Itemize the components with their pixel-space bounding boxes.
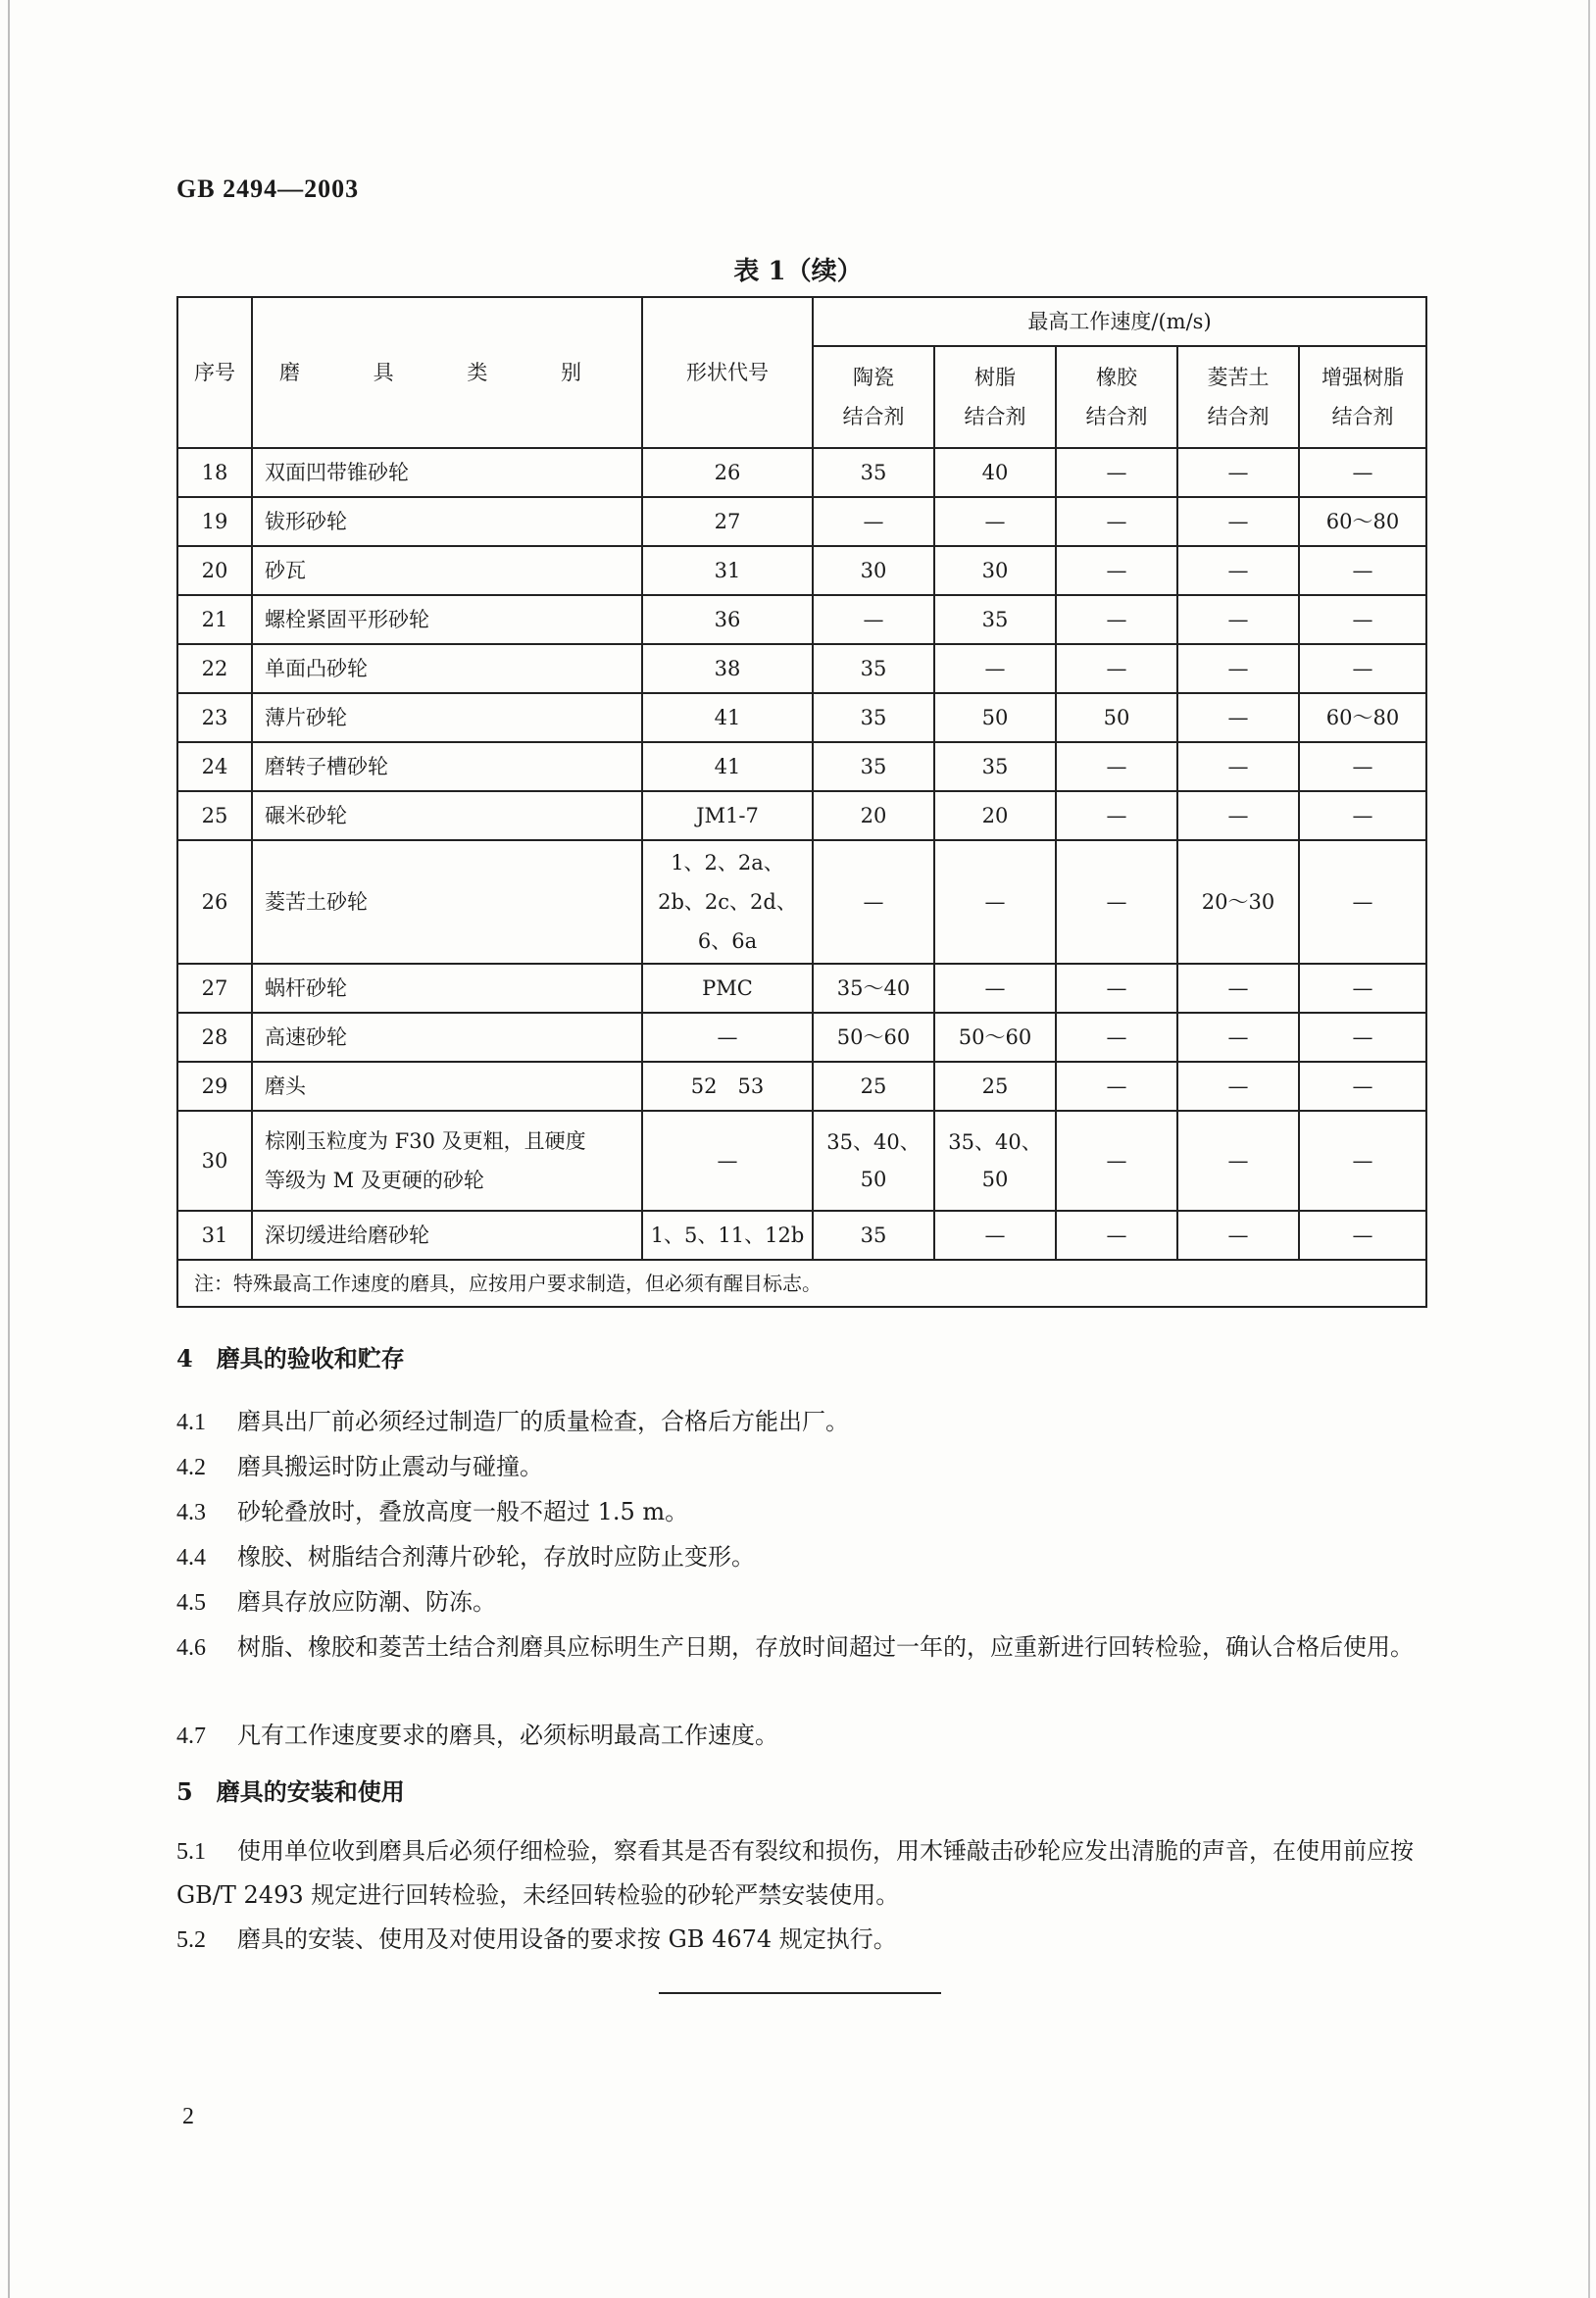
cell-speed-vitrified: 30 <box>813 546 934 595</box>
clause-5-2 <box>176 1918 1431 1962</box>
cell-speed-reinforced-resin: — <box>1299 448 1426 497</box>
clause-5-1 <box>176 1829 1431 1917</box>
clause-4-2 <box>176 1445 1431 1489</box>
cell-speed-vitrified: 35 <box>813 644 934 693</box>
cell-speed-vitrified: 35、40、50 <box>813 1111 934 1211</box>
cell-speed-reinforced-resin: — <box>1299 1111 1426 1211</box>
table-row <box>177 693 1426 742</box>
cell-speed-resin: 35 <box>934 742 1056 791</box>
cell-speed-vitrified: 35 <box>813 1211 934 1260</box>
cell-speed-vitrified: 35 <box>813 448 934 497</box>
cell-speed-resin: 40 <box>934 448 1056 497</box>
table-row <box>177 1211 1426 1260</box>
cell-seq: 30 <box>177 1111 252 1211</box>
cell-shape: 41 <box>642 742 813 791</box>
table-title: 表 1（续） <box>733 257 863 286</box>
cell-speed-resin: 30 <box>934 546 1056 595</box>
cell-speed-magnesia: — <box>1177 448 1299 497</box>
cell-speed-reinforced-resin: — <box>1299 1013 1426 1062</box>
scan-edge-right <box>1588 0 1590 2298</box>
cell-name: 碾米砂轮 <box>252 791 642 840</box>
table-row <box>177 546 1426 595</box>
table-row <box>177 644 1426 693</box>
cell-speed-magnesia: — <box>1177 964 1299 1013</box>
header-bond-rubber: 橡胶 结合剂 <box>1056 346 1177 448</box>
cell-seq: 18 <box>177 448 252 497</box>
cell-name: 深切缓进给磨砂轮 <box>252 1211 642 1260</box>
cell-shape: — <box>642 1111 813 1211</box>
cell-speed-rubber: — <box>1056 964 1177 1013</box>
header-category <box>252 297 642 448</box>
cell-speed-magnesia: — <box>1177 1013 1299 1062</box>
table-note: 注：特殊最高工作速度的磨具，应按用户要求制造，但必须有醒目标志。 <box>177 1260 1426 1307</box>
clause-4-7 <box>176 1714 1431 1758</box>
cell-shape: 52 53 <box>642 1062 813 1111</box>
cell-speed-resin: 35 <box>934 595 1056 644</box>
clause-number: 5.1 <box>176 1839 206 1865</box>
standard-code: GB 2494—2003 <box>176 175 360 203</box>
cell-speed-reinforced-resin: — <box>1299 1062 1426 1111</box>
clause-number: 4.1 <box>176 1410 206 1435</box>
cell-shape: — <box>642 1013 813 1062</box>
header-bond-reinforced-resin: 增强树脂 结合剂 <box>1299 346 1426 448</box>
cell-speed-resin: 25 <box>934 1062 1056 1111</box>
cell-speed-reinforced-resin: — <box>1299 644 1426 693</box>
cell-speed-magnesia: — <box>1177 1111 1299 1211</box>
table-row <box>177 964 1426 1013</box>
clause-text: 磨具的安装、使用及对使用设备的要求按 GB 4674 规定执行。 <box>237 1925 897 1953</box>
cell-speed-rubber: — <box>1056 791 1177 840</box>
clause-4-1 <box>176 1400 1431 1444</box>
table-row <box>177 497 1426 546</box>
cell-name: 磨转子槽砂轮 <box>252 742 642 791</box>
cell-speed-rubber: — <box>1056 546 1177 595</box>
cell-speed-vitrified: 50～60 <box>813 1013 934 1062</box>
cell-speed-vitrified: 25 <box>813 1062 934 1111</box>
clause-number: 4.4 <box>176 1545 206 1571</box>
cell-speed-magnesia: — <box>1177 595 1299 644</box>
cell-speed-magnesia: — <box>1177 497 1299 546</box>
cell-speed-magnesia: — <box>1177 644 1299 693</box>
cell-seq: 28 <box>177 1013 252 1062</box>
cell-shape: PMC <box>642 964 813 1013</box>
cell-speed-resin: 50 <box>934 693 1056 742</box>
cell-shape: 38 <box>642 644 813 693</box>
cell-name: 高速砂轮 <box>252 1013 642 1062</box>
cell-name: 双面凹带锥砂轮 <box>252 448 642 497</box>
cell-shape: 31 <box>642 546 813 595</box>
cell-speed-resin: — <box>934 964 1056 1013</box>
header-speed-group: 最高工作速度/(m/s) <box>813 297 1426 346</box>
clause-text: 树脂、橡胶和菱苦土结合剂磨具应标明生产日期，存放时间超过一年的，应重新进行回转检验，确认合格后使用。 <box>237 1633 1414 1661</box>
section-5-title: 5 磨具的安装和使用 <box>176 1777 405 1806</box>
table-row <box>177 1013 1426 1062</box>
cell-speed-rubber: — <box>1056 448 1177 497</box>
cell-speed-rubber: — <box>1056 1062 1177 1111</box>
clause-4-5 <box>176 1580 1431 1624</box>
cell-speed-rubber: — <box>1056 1111 1177 1211</box>
cell-speed-vitrified: 20 <box>813 791 934 840</box>
table-row <box>177 448 1426 497</box>
header-seq: 序号 <box>177 297 252 448</box>
clause-number: 4.5 <box>176 1590 206 1616</box>
end-divider <box>659 1992 941 1994</box>
cell-seq: 19 <box>177 497 252 546</box>
cell-seq: 23 <box>177 693 252 742</box>
cell-speed-resin: — <box>934 840 1056 964</box>
cell-speed-resin: — <box>934 644 1056 693</box>
cell-name: 蜗杆砂轮 <box>252 964 642 1013</box>
cell-speed-magnesia: — <box>1177 742 1299 791</box>
cell-name: 螺栓紧固平形砂轮 <box>252 595 642 644</box>
clause-text: 砂轮叠放时，叠放高度一般不超过 1.5 m。 <box>237 1498 689 1525</box>
cell-seq: 27 <box>177 964 252 1013</box>
cell-speed-vitrified: — <box>813 497 934 546</box>
table-row <box>177 742 1426 791</box>
cell-shape: JM1-7 <box>642 791 813 840</box>
cell-speed-rubber: — <box>1056 497 1177 546</box>
cell-speed-rubber: — <box>1056 1211 1177 1260</box>
cell-speed-magnesia: — <box>1177 791 1299 840</box>
table-row <box>177 791 1426 840</box>
cell-seq: 29 <box>177 1062 252 1111</box>
clause-text: 磨具存放应防潮、防冻。 <box>237 1588 496 1616</box>
table-row <box>177 595 1426 644</box>
cell-seq: 20 <box>177 546 252 595</box>
header-shape: 形状代号 <box>642 297 813 448</box>
cell-speed-rubber: — <box>1056 840 1177 964</box>
cell-speed-vitrified: 35 <box>813 742 934 791</box>
cell-speed-reinforced-resin: — <box>1299 595 1426 644</box>
cell-speed-reinforced-resin: 60～80 <box>1299 693 1426 742</box>
cell-seq: 22 <box>177 644 252 693</box>
cell-speed-vitrified: — <box>813 595 934 644</box>
table-body <box>177 448 1426 1260</box>
clause-4-3 <box>176 1490 1431 1534</box>
speed-table <box>176 296 1427 1308</box>
clause-text: 磨具出厂前必须经过制造厂的质量检查，合格后方能出厂。 <box>237 1408 849 1435</box>
cell-name: 磨头 <box>252 1062 642 1111</box>
cell-name: 砂瓦 <box>252 546 642 595</box>
clause-4-4 <box>176 1535 1431 1579</box>
cell-shape: 1、5、11、12b <box>642 1211 813 1260</box>
cell-speed-rubber: — <box>1056 1013 1177 1062</box>
cell-shape: 41 <box>642 693 813 742</box>
cell-seq: 31 <box>177 1211 252 1260</box>
cell-name: 棕刚玉粒度为 F30 及更粗，且硬度 等级为 M 及更硬的砂轮 <box>252 1111 642 1211</box>
cell-speed-magnesia: — <box>1177 1211 1299 1260</box>
clause-4-6 <box>176 1625 1431 1670</box>
header-category-label: 磨 具 类 别 <box>278 361 616 384</box>
page-number: 2 <box>182 2104 194 2129</box>
clause-number: 4.2 <box>176 1455 206 1480</box>
cell-speed-magnesia: — <box>1177 1062 1299 1111</box>
cell-seq: 26 <box>177 840 252 964</box>
cell-speed-resin: 35、40、50 <box>934 1111 1056 1211</box>
cell-shape: 1、2、2a、 2b、2c、2d、 6、6a <box>642 840 813 964</box>
cell-name: 单面凸砂轮 <box>252 644 642 693</box>
cell-seq: 24 <box>177 742 252 791</box>
cell-shape: 26 <box>642 448 813 497</box>
cell-speed-reinforced-resin: — <box>1299 742 1426 791</box>
cell-speed-magnesia: — <box>1177 693 1299 742</box>
clause-number: 4.7 <box>176 1724 206 1749</box>
header-bond-resin: 树脂 结合剂 <box>934 346 1056 448</box>
cell-speed-vitrified: 35～40 <box>813 964 934 1013</box>
cell-shape: 27 <box>642 497 813 546</box>
cell-speed-rubber: — <box>1056 644 1177 693</box>
clause-text: 橡胶、树脂结合剂薄片砂轮，存放时应防止变形。 <box>237 1543 755 1571</box>
clause-number: 4.6 <box>176 1635 206 1661</box>
table-row <box>177 1111 1426 1211</box>
cell-speed-reinforced-resin: — <box>1299 840 1426 964</box>
cell-speed-resin: 50～60 <box>934 1013 1056 1062</box>
clause-number: 4.3 <box>176 1500 206 1525</box>
cell-name: 钹形砂轮 <box>252 497 642 546</box>
cell-seq: 25 <box>177 791 252 840</box>
cell-speed-reinforced-resin: — <box>1299 546 1426 595</box>
section-4-title: 4 磨具的验收和贮存 <box>176 1344 405 1373</box>
scan-edge-left <box>8 0 10 2298</box>
cell-shape: 36 <box>642 595 813 644</box>
header-bond-vitrified: 陶瓷 结合剂 <box>813 346 934 448</box>
cell-speed-magnesia: 20～30 <box>1177 840 1299 964</box>
header-bond-magnesia: 菱苦土 结合剂 <box>1177 346 1299 448</box>
cell-speed-rubber: — <box>1056 595 1177 644</box>
cell-speed-vitrified: — <box>813 840 934 964</box>
cell-speed-reinforced-resin: — <box>1299 791 1426 840</box>
cell-speed-rubber: 50 <box>1056 693 1177 742</box>
clause-text: 使用单位收到磨具后必须仔细检验，察看其是否有裂纹和损伤，用木锤敲击砂轮应发出清脆的声音，在使用前应按 GB/T 2493 规定进行回转检验，未经回转检验的砂轮严禁安装使用。 <box>176 1837 1414 1909</box>
cell-speed-rubber: — <box>1056 742 1177 791</box>
cell-speed-reinforced-resin: — <box>1299 1211 1426 1260</box>
clause-text: 凡有工作速度要求的磨具，必须标明最高工作速度。 <box>237 1722 778 1749</box>
cell-speed-reinforced-resin: — <box>1299 964 1426 1013</box>
cell-speed-resin: 20 <box>934 791 1056 840</box>
cell-speed-resin: — <box>934 1211 1056 1260</box>
cell-speed-magnesia: — <box>1177 546 1299 595</box>
table-row <box>177 840 1426 964</box>
clause-number: 5.2 <box>176 1927 206 1953</box>
cell-name: 菱苦土砂轮 <box>252 840 642 964</box>
clause-text: 磨具搬运时防止震动与碰撞。 <box>237 1453 543 1480</box>
cell-speed-resin: — <box>934 497 1056 546</box>
cell-speed-vitrified: 35 <box>813 693 934 742</box>
cell-name: 薄片砂轮 <box>252 693 642 742</box>
cell-seq: 21 <box>177 595 252 644</box>
table-row <box>177 1062 1426 1111</box>
cell-speed-reinforced-resin: 60～80 <box>1299 497 1426 546</box>
